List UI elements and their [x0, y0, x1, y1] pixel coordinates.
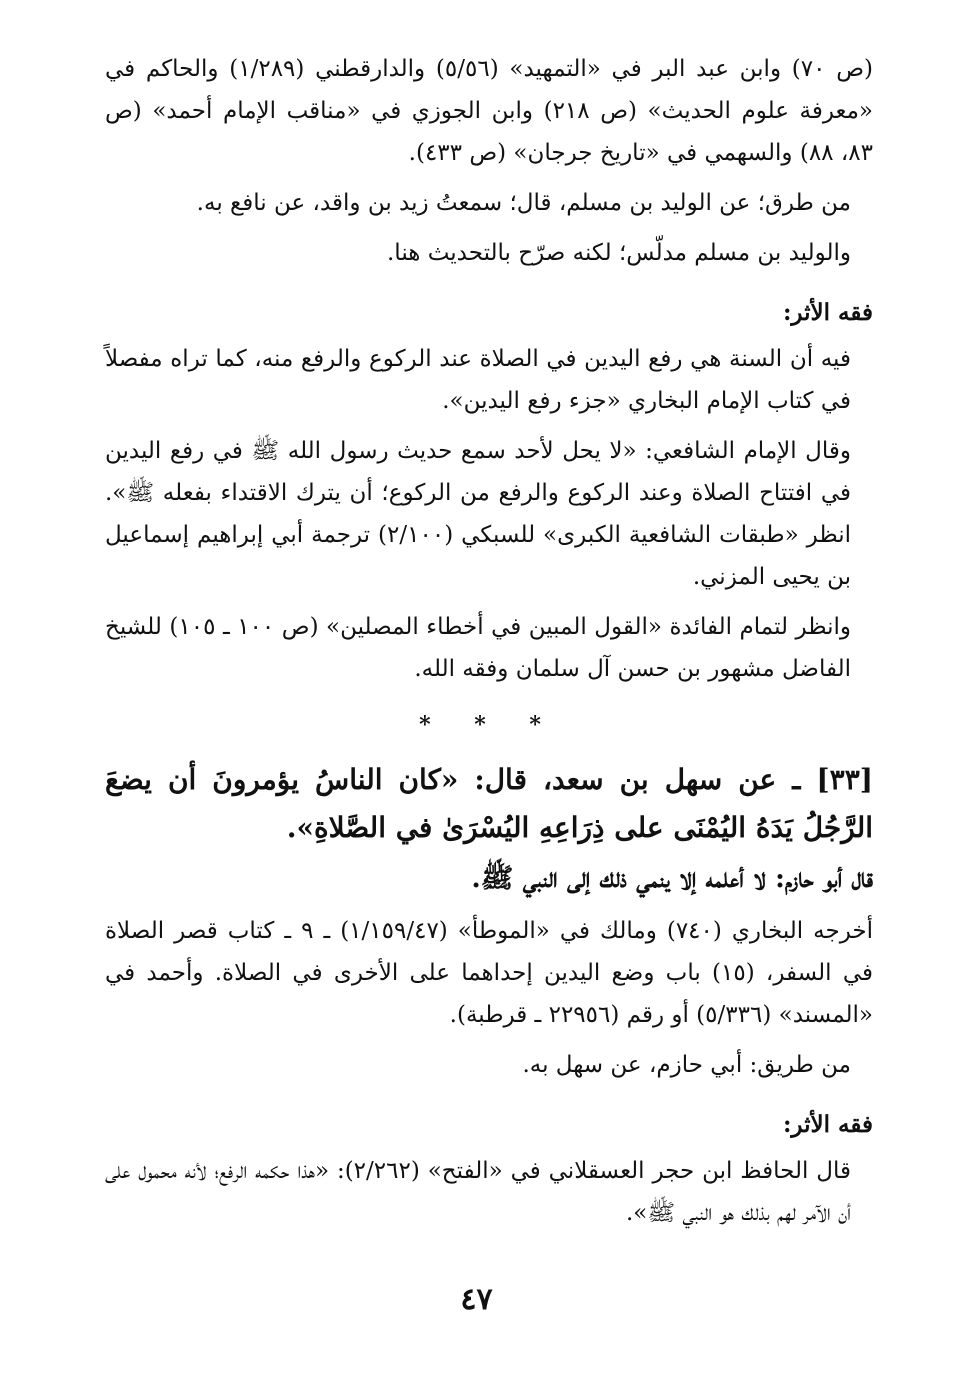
hadith-text: [٣٣] ـ عن سهل بن سعد، قال: «كان الناسُ يؤمرونَ أن يضعَ الرَّجُلُ يَدَهُ اليُمْنَى على ذِرَاعِهِ اليُسْرَىٰ في الصَّلاةِ».	[105, 763, 873, 844]
page-body	[105, 48, 873, 1242]
fiqh-paragraph: فيه أن السنة هي رفع اليدين في الصلاة عند الركوع والرفع منه، كما تراه مفصلاً في كتاب الإمام البخاري «جزء رفع اليدين».	[105, 346, 851, 414]
hadith-addition: قال أبو حازم: لا أعلمه إلا ينمي ذلك إلى النبي ﷺ.	[471, 863, 873, 894]
chain-of-narration: من طرق؛ عن الوليد بن مسلم، قال؛ سمعتُ زيد بن واقد، عن نافع به.	[196, 190, 851, 216]
chain-of-narration-2: من طريق: أبي حازم، عن سهل به.	[522, 1052, 851, 1078]
takhrij-paragraph: أخرجه البخاري (٧٤٠) ومالك في «الموطأ» (١/١٥٩/٤٧) ـ ٩ ـ كتاب قصر الصلاة في السفر، (١٥) باب وضع اليدين إحداهما على الأخرى في الصلاة. وأحمد في «المسند» (٥/٣٣٦) أو رقم (٢٢٩٥٦ ـ قرطبة).	[105, 918, 874, 1028]
section-heading-fiqh-2: فقه الأثر:	[782, 1111, 873, 1138]
further-reading: وانظر لتمام الفائدة «القول المبين في أخطاء المصلين» (ص ١٠٠ ـ ١٠٥) للشيخ الفاضل مشهور بن حسن آل سلمان وفقه الله.	[105, 614, 851, 682]
page-number: ٤٧	[460, 1282, 493, 1317]
shafii-quote: وقال الإمام الشافعي: «لا يحل لأحد سمع حديث رسول الله ﷺ في رفع اليدين في افتتاح الصلاة وعند الركوع والرفع من الركوع؛ أن يترك الاقتداء بفعله ﷺ». انظر «طبقات الشافعية الكبرى» للسبكي (٢/١٠٠) ترجمة أبي إبراهيم إسماعيل بن يحيى المزني.	[105, 438, 851, 590]
section-separator: * * *	[419, 712, 559, 738]
narrator-note: والوليد بن مسلم مدلّس؛ لكنه صرّح بالتحديث هنا.	[387, 240, 851, 266]
citation-continuation: (ص ٧٠) وابن عبد البر في «التمهيد» (٥/٥٦) والدارقطني (١/٢٨٩) والحاكم في «معرفة علوم الحديث» (ص ٢١٨) وابن الجوزي في «مناقب الإمام أحمد» (ص ٨٣، ٨٨) والسهمي في «تاريخ جرجان» (ص ٤٣٣).	[105, 56, 873, 166]
ibn-hajar-quote: قال الحافظ ابن حجر العسقلاني في «الفتح» (٢/٢٦٢): «هذا حكمه الرفع؛ لأنه محمول على أن الآمر لهم بذلك هو النبي ﷺ».	[105, 1158, 851, 1226]
section-heading-fiqh: فقه الأثر:	[782, 299, 873, 326]
